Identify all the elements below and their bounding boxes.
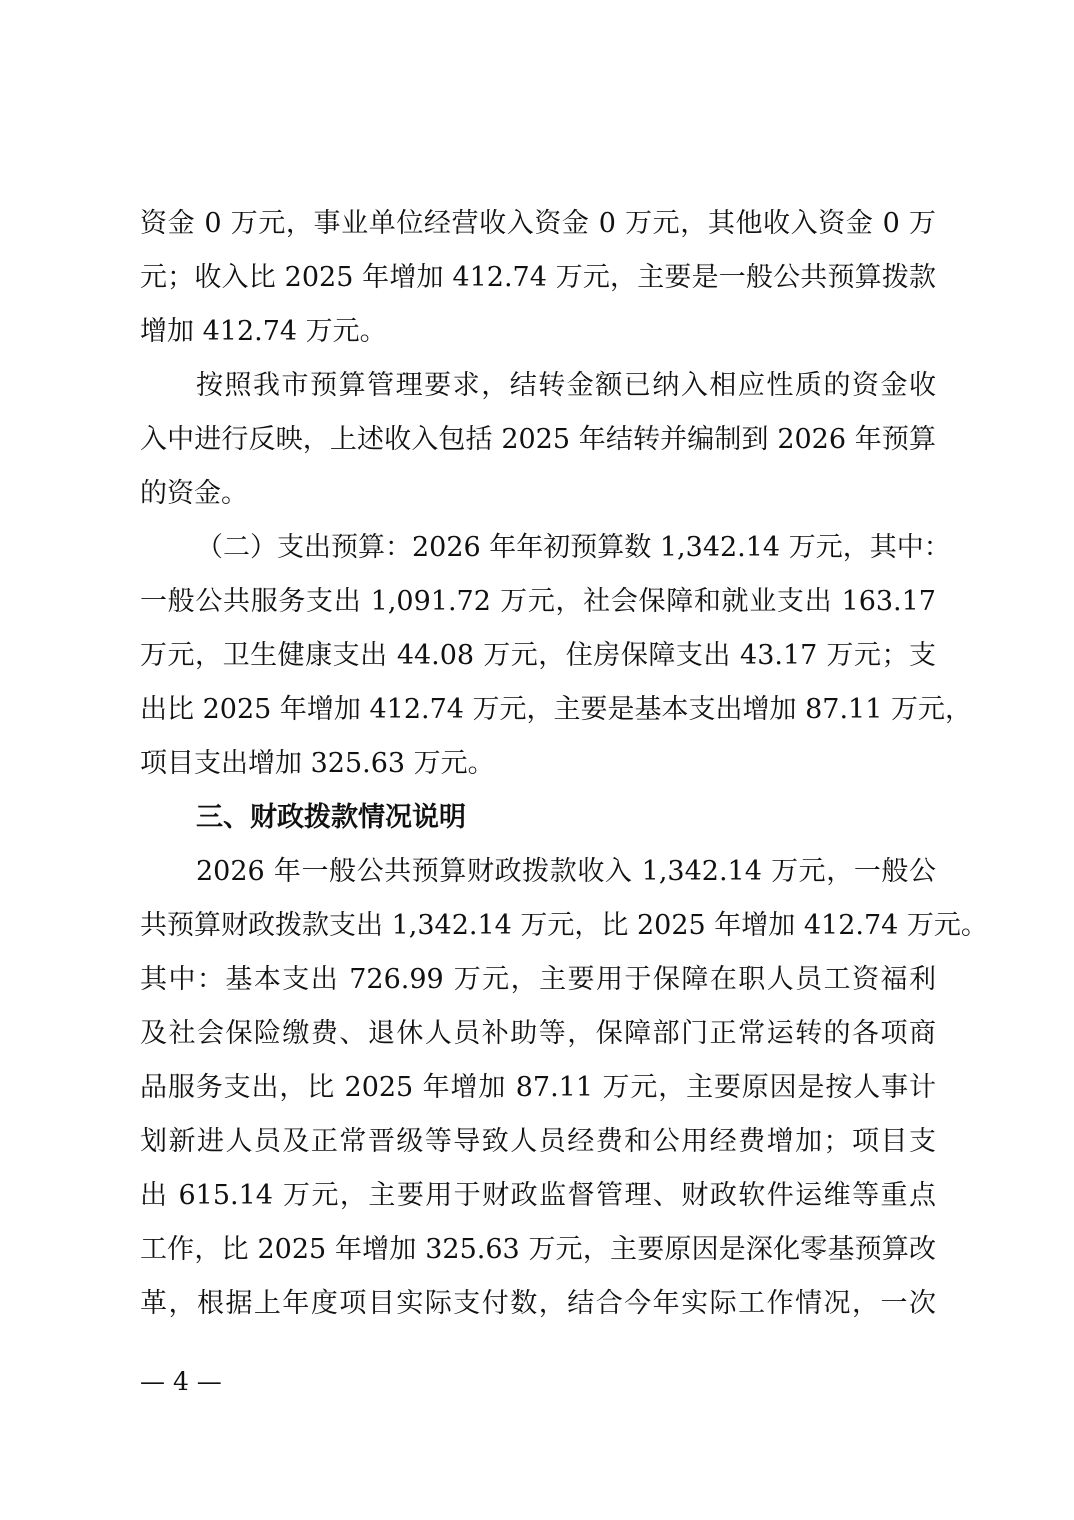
body-line-15: 其中：基本支出 726.99 万元，主要用于保障在职人员工资福利 <box>140 964 936 995</box>
body-line-1: 资金 0 万元，事业单位经营收入资金 0 万元，其他收入资金 0 万 <box>140 208 936 239</box>
body-line-9: 万元，卫生健康支出 44.08 万元，住房保障支出 43.17 万元；支 <box>140 640 936 671</box>
paragraph-start-line-2: 2026 年一般公共预算财政拨款收入 1,342.14 万元，一般公 <box>196 856 936 887</box>
body-line-8: 一般公共服务支出 1,091.72 万元，社会保障和就业支出 163.17 <box>140 586 936 617</box>
body-line-2: 元；收入比 2025 年增加 412.74 万元，主要是一般公共预算拨款 <box>140 262 936 293</box>
page-number: — 4 — <box>140 1367 222 1396</box>
section-heading: 三、财政拨款情况说明 <box>196 802 466 833</box>
body-line-3: 增加 412.74 万元。 <box>140 316 387 347</box>
body-line-17: 品服务支出，比 2025 年增加 87.11 万元，主要原因是按人事计 <box>140 1072 936 1103</box>
body-line-19: 出 615.14 万元，主要用于财政监督管理、财政软件运维等重点 <box>140 1180 936 1211</box>
paragraph-start-line: 按照我市预算管理要求，结转金额已纳入相应性质的资金收 <box>196 370 936 401</box>
body-line-11: 项目支出增加 325.63 万元。 <box>140 748 495 779</box>
body-line-20: 工作，比 2025 年增加 325.63 万元，主要原因是深化零基预算改 <box>140 1234 936 1265</box>
body-line-10: 出比 2025 年增加 412.74 万元，主要是基本支出增加 87.11 万元， <box>140 694 972 725</box>
body-line-18: 划新进人员及正常晋级等导致人员经费和公用经费增加；项目支 <box>140 1126 936 1157</box>
section-subheading-line: （二）支出预算：2026 年年初预算数 1,342.14 万元，其中： <box>196 532 951 563</box>
body-line-14: 共预算财政拨款支出 1,342.14 万元，比 2025 年增加 412.74 万元。 <box>140 910 988 941</box>
body-line-16: 及社会保险缴费、退休人员补助等，保障部门正常运转的各项商 <box>140 1018 936 1049</box>
body-line-21: 革，根据上年度项目实际支付数，结合今年实际工作情况，一次 <box>140 1288 936 1319</box>
body-line-6: 的资金。 <box>140 478 248 509</box>
body-line-5: 入中进行反映，上述收入包括 2025 年结转并编制到 2026 年预算 <box>140 424 936 455</box>
